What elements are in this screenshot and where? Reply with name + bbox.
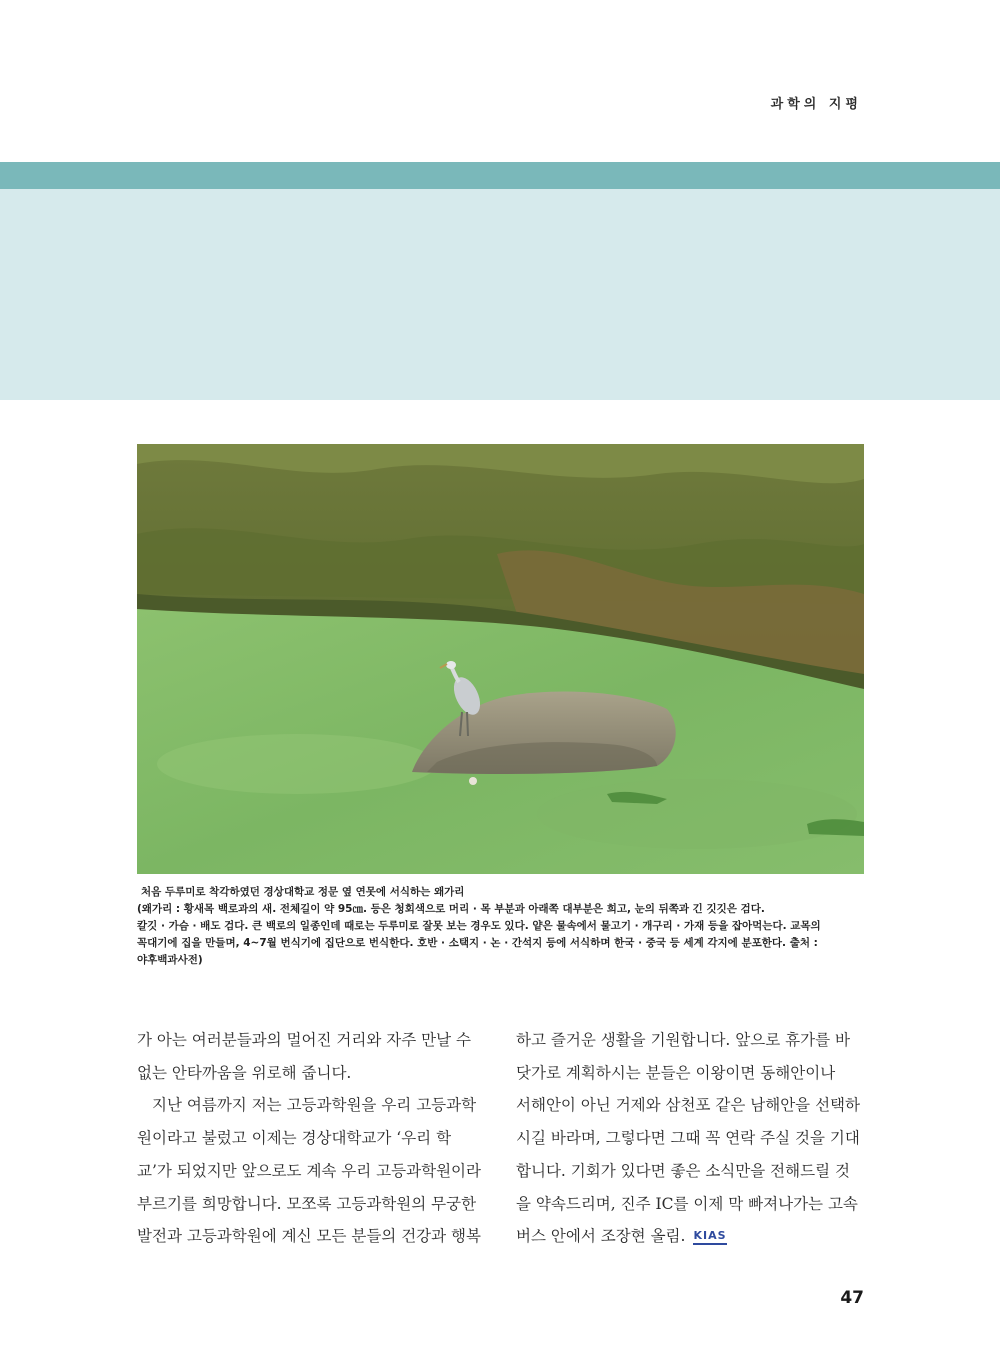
body-line: 서해안이 아닌 거제와 삼천포 같은 남해안을 선택하: [516, 1096, 860, 1115]
body-line-last: [516, 1220, 863, 1253]
body-line: 없는 안타까움을 위로해 줍니다.: [137, 1063, 352, 1082]
body-line: 하고 즐거운 생활을 기원합니다. 앞으로 휴가를 바: [516, 1031, 850, 1049]
section-label: 과학의 지평: [770, 97, 862, 112]
body-line: 지난 여름까지 저는 고등과학원을 우리 고등과학: [152, 1096, 477, 1115]
body-line-text: 버스 안에서 조장현 올림.: [516, 1227, 686, 1246]
caption-line: 야후백과사전): [137, 954, 203, 966]
body-line: 발전과 고등과학원에 계신 모든 분들의 건강과 행복: [137, 1227, 481, 1246]
caption-line: 꼭대기에 집을 만들며, 4~7월 번식기에 집단으로 번식한다. 호반 · 소택지 · 논 · 간석지 등에 서식하며 한국 · 중국 등 세계 각지에 분포한다. 출처 :: [137, 937, 818, 949]
body-line: 닷가로 계획하시는 분들은 이왕이면 동해안이나: [516, 1063, 836, 1082]
header-band-dark: [0, 162, 1000, 189]
body-line: 합니다. 기회가 있다면 좋은 소식만을 전해드릴 것: [516, 1161, 850, 1180]
page-number: 47: [840, 1288, 864, 1308]
body-line: 가 아는 여러분들과의 멀어진 거리와 자주 만날 수: [137, 1031, 471, 1049]
body-line: 시길 바라며, 그렇다면 그때 꼭 연락 주실 것을 기대: [516, 1129, 860, 1148]
caption-line: (왜가리 : 황새목 백로과의 새. 전체길이 약 95㎝. 등은 청회색으로 머리 · 목 부분과 아래쪽 대부분은 희고, 눈의 뒤쪽과 긴 깃깃은 검다.: [137, 903, 765, 915]
header-band-light: [0, 189, 1000, 400]
body-line: 원이라고 불렀고 이제는 경상대학교가 ‘우리 학: [137, 1129, 452, 1148]
body-column-right: [516, 1024, 863, 1253]
body-column-left: [137, 1024, 484, 1253]
kias-logo-icon: KIAS: [693, 1230, 726, 1245]
body-line: 을 약속드리며, 진주 IC를 이제 막 빠져나가는 고속: [516, 1194, 858, 1213]
caption-line: 처음 두루미로 착각하였던 경상대학교 정문 옆 연못에 서식하는 왜가리: [141, 886, 465, 898]
caption-line: 칼깃 · 가슴 · 배도 검다. 큰 백로의 일종인데 때로는 두루미로 잘못 보는 경우도 있다. 얕은 물속에서 물고기 · 개구리 · 가재 등을 잡아먹는다. 교목의: [137, 920, 821, 932]
body-line: 부르기를 희망합니다. 모쪼록 고등과학원의 무궁한: [137, 1194, 477, 1213]
heron-photo: [137, 444, 864, 874]
body-line: 교’가 되었지만 앞으로도 계속 우리 고등과학원이라: [137, 1161, 481, 1180]
photo-caption: [137, 884, 864, 969]
